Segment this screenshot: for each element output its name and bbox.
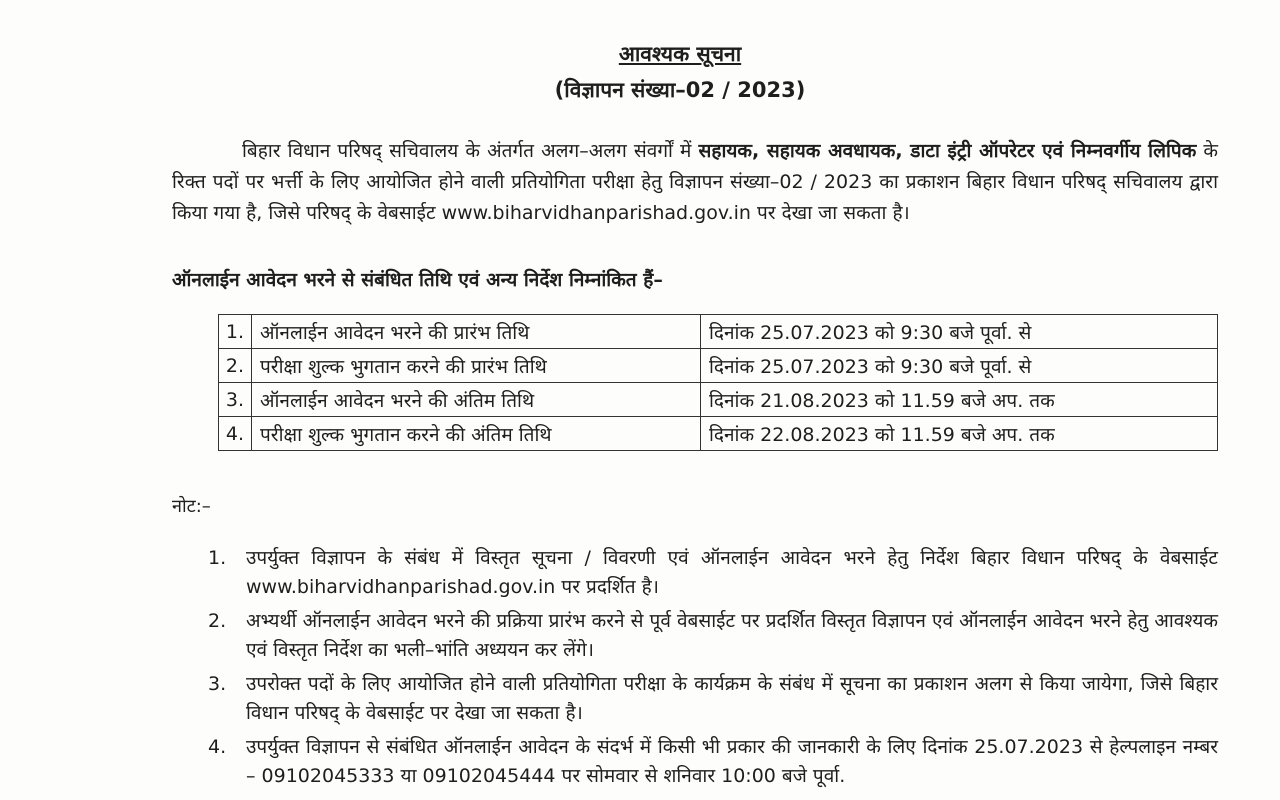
intro-text-1: बिहार विधान परिषद् सचिवालय के अंतर्गत अलग–अलग संवर्गों में (242, 140, 699, 162)
directive-heading: ऑनलाईन आवेदन भरने से संबंधित तिथि एवं अन्य निर्देश निम्नांकित हैं– (172, 269, 663, 291)
list-item (208, 607, 1218, 665)
list-item (208, 544, 1218, 602)
note-text-end: पर प्रदर्शित है। (555, 576, 659, 598)
schedule-table (218, 314, 1218, 451)
intro-website-link[interactable]: www.biharvidhanparishad.gov.in (441, 202, 751, 224)
table-row (219, 417, 1218, 451)
row-date: दिनांक 22.08.2023 को 11.59 बजे अप. तक (701, 417, 1218, 451)
row-date: दिनांक 25.07.2023 को 9:30 बजे पूर्वा. से (701, 349, 1218, 383)
row-date: दिनांक 25.07.2023 को 9:30 बजे पूर्वा. से (701, 315, 1218, 349)
row-number: 3. (219, 383, 252, 417)
list-item (208, 733, 1218, 791)
list-item (208, 670, 1218, 728)
intro-paragraph (172, 136, 1218, 229)
note-text: उपरोक्त पदों के लिए आयोजित होने वाली प्रतियोगिता परीक्षा के कार्यक्रम के संबंध में सूचना का प्रकाशन अलग से किया जायेगा, जिसे बिहार विधान परिषद् के वेबसाईट पर देखा जा सकता है। (246, 673, 1218, 724)
row-number: 2. (219, 349, 252, 383)
row-number: 4. (219, 417, 252, 451)
note-number: 4. (208, 736, 227, 758)
intro-text-3: पर देखा जा सकता है। (750, 202, 910, 224)
row-date: दिनांक 21.08.2023 को 11.59 बजे अप. तक (701, 383, 1218, 417)
intro-posts: सहायक, सहायक अवधायक, डाटा इंट्री ऑपरेटर एवं निम्नवर्गीय लिपिक (698, 140, 1197, 162)
intro-text-2: के रिक्त पदों पर भर्त्ती के लिए आयोजित होने वाली प्रतियोगिता परीक्षा हेतु विज्ञापन संख्या–02 / 2023 का प्रकाशन बिहार विधान परिषद् सचिवालय द्वारा किया गया है, जिसे परिषद् के वेबसाईट (172, 140, 1219, 224)
notes-list (208, 544, 1218, 796)
note-label: नोट:– (172, 496, 211, 517)
note-number: 1. (208, 547, 227, 569)
notice-subtitle: (विज्ञापन संख्या–02 / 2023) (554, 78, 806, 102)
row-item: ऑनलाईन आवेदन भरने की प्रारंभ तिथि (252, 315, 701, 349)
row-item: परीक्षा शुल्क भुगतान करने की अंतिम तिथि (252, 417, 701, 451)
table-row (219, 315, 1218, 349)
note-text: उपर्युक्त विज्ञापन के संबंध में विस्तृत सूचना / विवरणी एवं ऑनलाईन आवेदन भरने हेतु निर्देश बिहार विधान परिषद् के वेबसाईट (246, 547, 1218, 569)
table-row (219, 349, 1218, 383)
note-website-link[interactable]: www.biharvidhanparishad.gov.in (246, 576, 556, 598)
note-number: 3. (208, 673, 227, 695)
table-row (219, 383, 1218, 417)
notice-title: आवश्यक सूचना (618, 42, 742, 66)
note-text: उपर्युक्त विज्ञापन से संबंधित ऑनलाईन आवेदन के संदर्भ में किसी भी प्रकार की जानकारी के लिए दिनांक 25.07.2023 से हेल्पलाइन नम्बर – 09102045333 या 09102045444 पर सोमवार से शनिवार 10:00 बजे पूर्वा. (246, 736, 1218, 787)
note-number: 2. (208, 610, 227, 632)
note-text: अभ्यर्थी ऑनलाईन आवेदन भरने की प्रक्रिया प्रारंभ करने से पूर्व वेबसाईट पर प्रदर्शित विस्तृत विज्ञापन एवं ऑनलाईन आवेदन भरने हेतु आवश्यक एवं विस्तृत निर्देश का भली–भांति अध्ययन कर लेंगे। (246, 610, 1218, 661)
row-item: परीक्षा शुल्क भुगतान करने की प्रारंभ तिथि (252, 349, 701, 383)
row-item: ऑनलाईन आवेदन भरने की अंतिम तिथि (252, 383, 701, 417)
row-number: 1. (219, 315, 252, 349)
